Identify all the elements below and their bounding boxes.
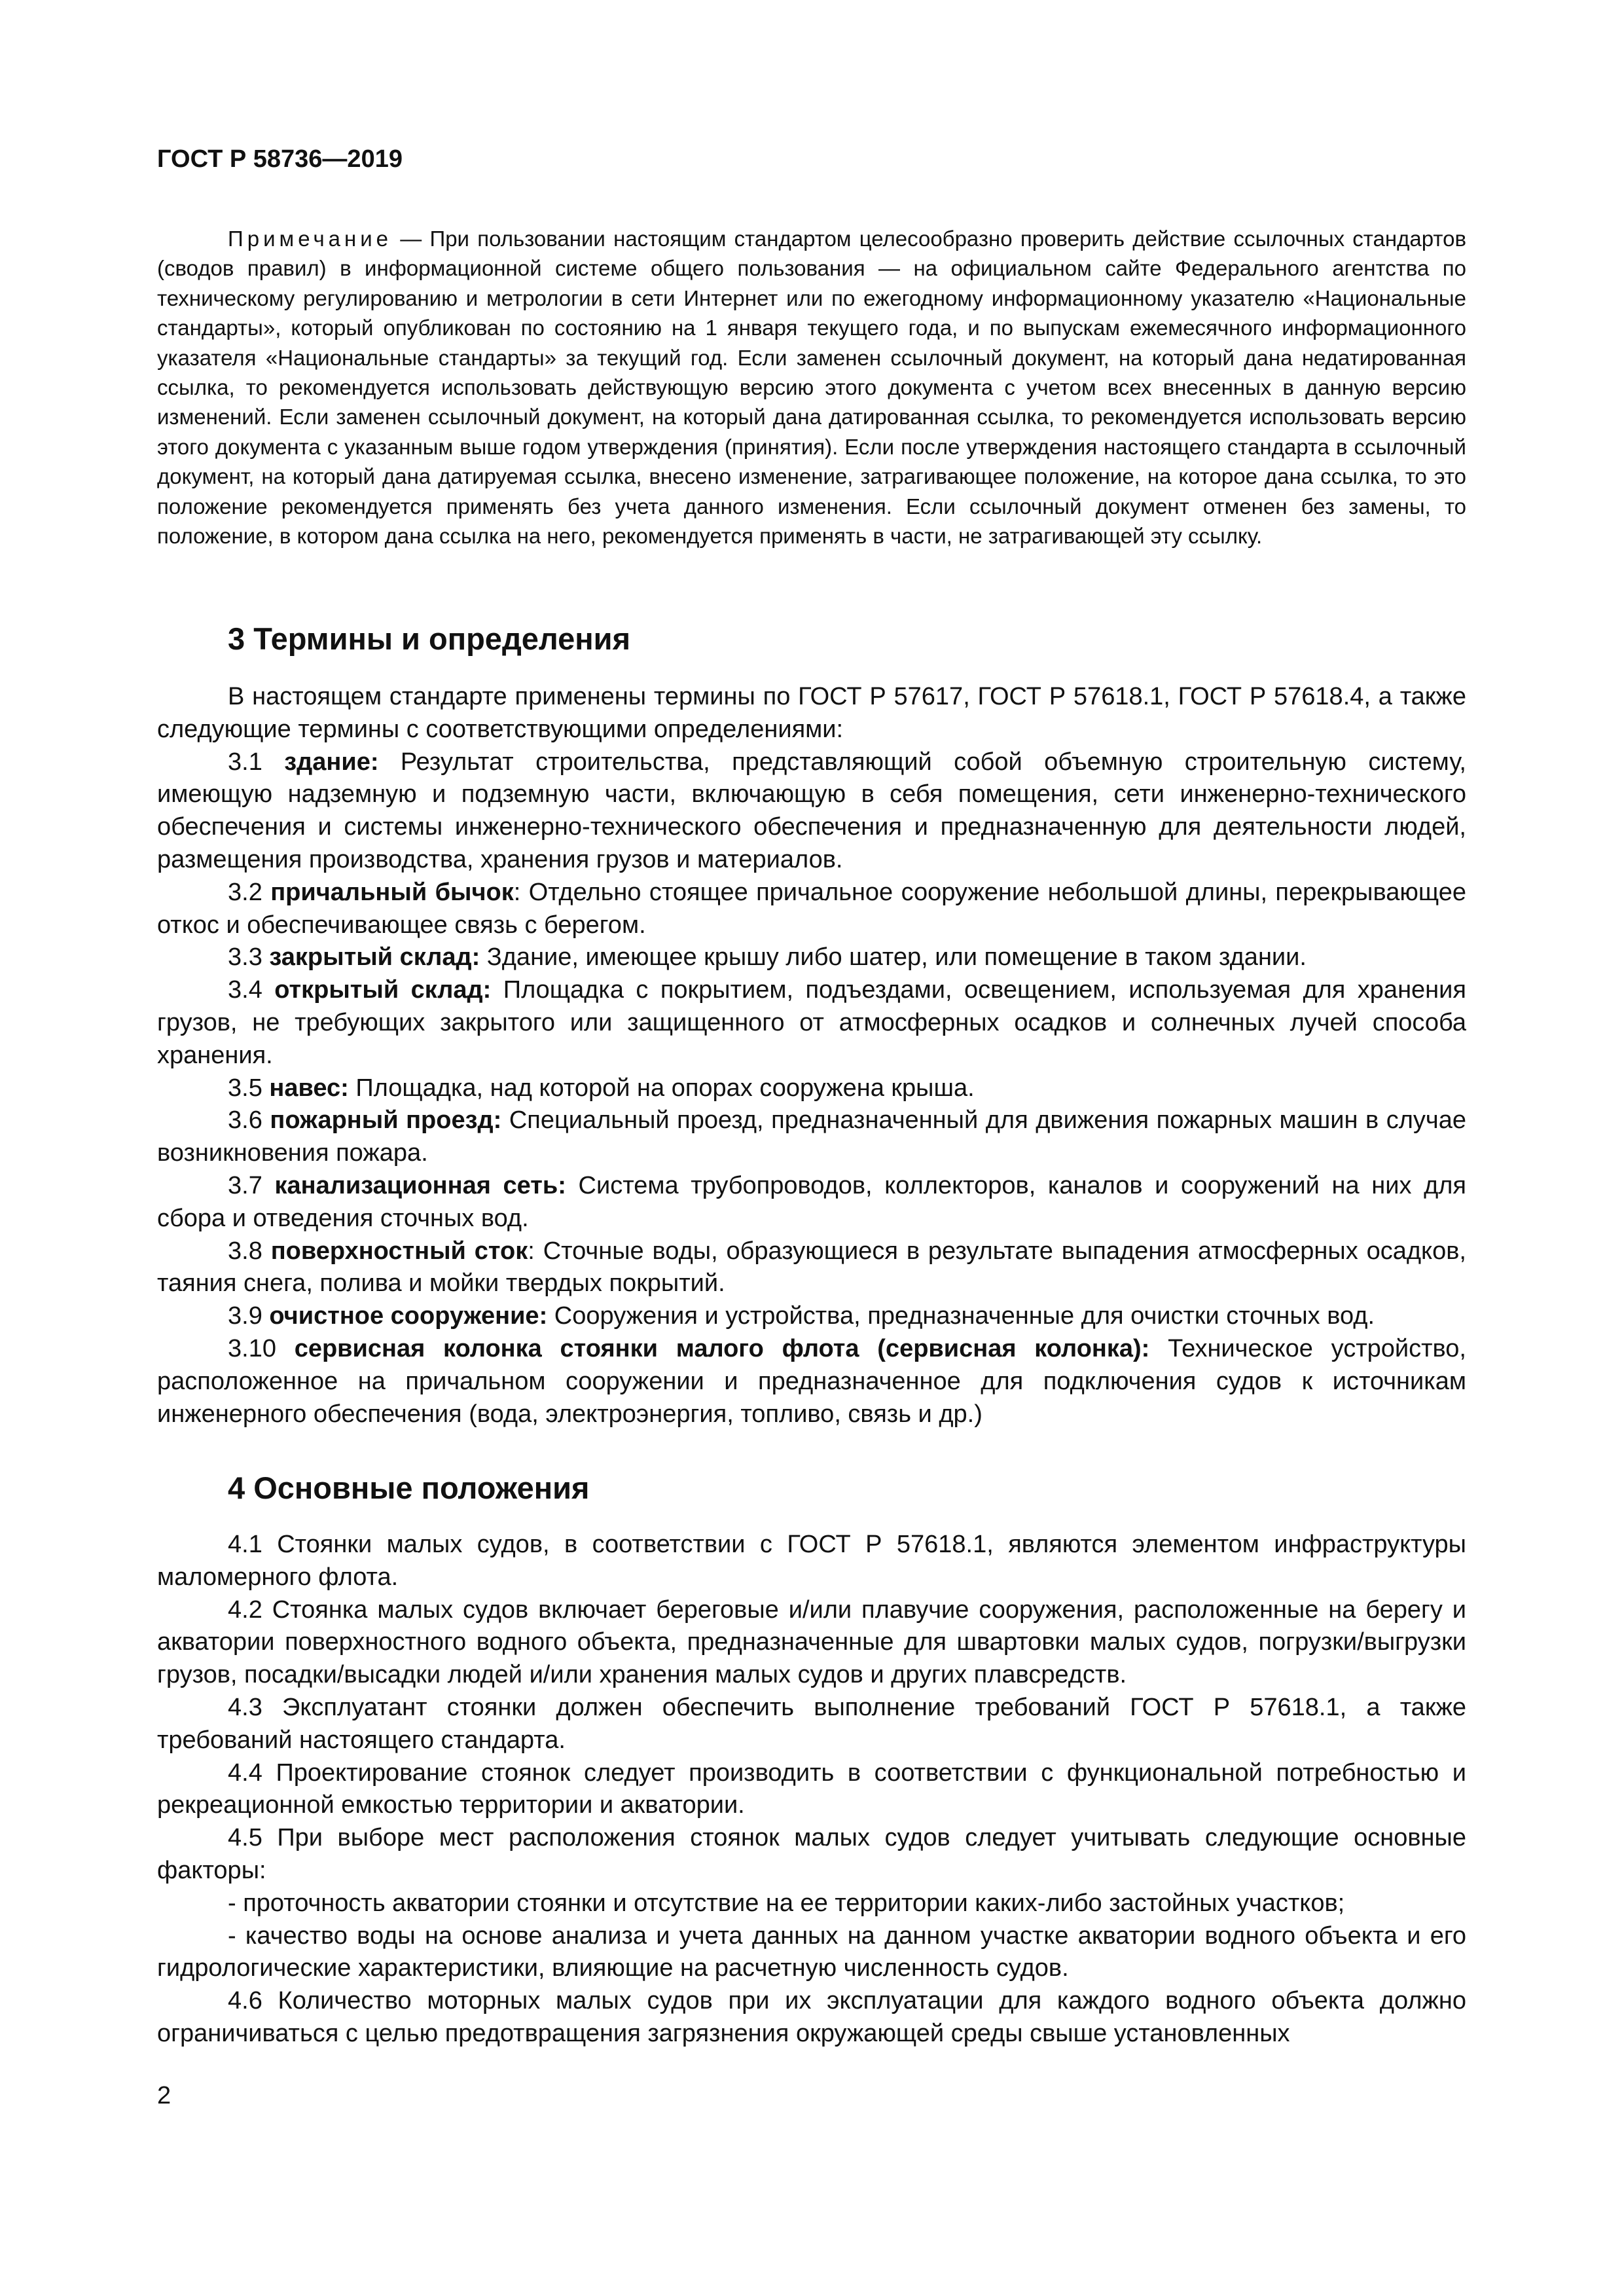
- term-3-10: 3.10 сервисная колонка стоянки малого флота (сервисная колонка): Техническое устройство, расположенное на причальном сооружении и предназначенное для подключения судов к источникам инженерного обеспечения (вода, электроэнергия, топливо, связь и др.): [157, 1334, 1466, 1428]
- clause-4-3: 4.3 Эксплуатант стоянки должен обеспечить выполнение требований ГОСТ Р 57618.1, а также требований настоящего стандарта.: [157, 1693, 1466, 1754]
- term-3-9: 3.9 очистное сооружение: Сооружения и устройства, предназначенные для очистки сточных вод.: [228, 1302, 1375, 1330]
- document-page: [157, 0, 1466, 2296]
- document-id: ГОСТ Р 58736—2019: [157, 145, 403, 173]
- page-number: 2: [157, 2082, 171, 2109]
- clause-4-5-item-1: - проточность акватории стоянки и отсутствие на ее территории каких-либо застойных участков;: [228, 1889, 1345, 1917]
- term-3-1: 3.1 здание: Результат строительства, представляющий собой объемную строительную систему, имеющую надземную и подземную части, включающую в себя помещения, сети инженерно-технического обеспечения и системы инженерно-технического обеспечения и предназначенную для деятельности людей, размещения производства, хранения грузов и материалов.: [157, 748, 1466, 873]
- note-text: — При пользовании настоящим стандартом целесообразно проверить действие ссылочных стандартов (сводов правил) в информационной системе общего пользования — на официальном сайте Федерального агентства по техническому регулированию и метрологии в сети Интернет или по ежегодному информационному указателю «Национальные стандарты», который опубликован по состоянию на 1 января текущего года, и по выпускам ежемесячного информационного указателя «Национальные стандарты» за текущий год. Если заменен ссылочный документ, на который дана недатированная ссылка, то рекомендуется использовать действующую версию этого документа с учетом всех внесенных в данную версию изменений. Если заменен ссылочный документ, на который дана датированная ссылка, то рекомендуется использовать версию этого документа с указанным выше годом утверждения (принятия). Если после утверждения настоящего стандарта в ссылочный документ, на который дана датируемая ссылка, внесено изменение, затрагивающее положение, на которое дана ссылка, то это положение рекомендуется применять без учета данного изменения. Если ссылочный документ отменен без замены, то положение, в котором дана ссылка на него, рекомендуется применять в части, не затрагивающей эту ссылку.: [157, 227, 1466, 549]
- term-3-4: 3.4 открытый склад: Площадка с покрытием, подъездами, освещением, используемая для хранения грузов, не требующих закрытого или защищенного от атмосферных осадков и солнечных лучей способа хранения.: [157, 976, 1466, 1069]
- term-3-3: 3.3 закрытый склад: Здание, имеющее крышу либо шатер, или помещение в таком здании.: [228, 943, 1307, 972]
- term-3-6: 3.6 пожарный проезд: Специальный проезд, предназначенный для движения пожарных машин в случае возникновения пожара.: [157, 1106, 1466, 1167]
- term-3-2: 3.2 причальный бычок: Отдельно стоящее причальное сооружение небольшой длины, перекрывающее откос и обеспечивающее связь с берегом.: [157, 878, 1466, 939]
- section-3-heading: 3 Термины и определения: [228, 621, 630, 656]
- clause-4-5: 4.5 При выборе мест расположения стоянок малых судов следует учитывать следующие основные факторы:: [157, 1824, 1466, 1884]
- section-4-body: [157, 1529, 1466, 2050]
- clause-4-6: 4.6 Количество моторных малых судов при их эксплуатации для каждого водного объекта должно ограничиваться с целью предотвращения загрязнения окружающей среды свыше установленных: [157, 1987, 1466, 2047]
- reference-note: [157, 224, 1466, 551]
- clause-4-5-item-2: - качество воды на основе анализа и учета данных на данном участке акватории водного объекта и его гидрологические характеристики, влияющие на расчетную численность судов.: [157, 1922, 1466, 1982]
- clause-4-1: 4.1 Стоянки малых судов, в соответствии с ГОСТ Р 57618.1, являются элементом инфраструктуры маломерного флота.: [157, 1531, 1466, 1591]
- clause-4-2: 4.2 Стоянка малых судов включает береговые и/или плавучие сооружения, расположенные на берегу и акватории поверхностного водного объекта, предназначенные для швартовки малых судов, погрузки/выгрузки грузов, посадки/высадки людей и/или хранения малых судов и других плавсредств.: [157, 1595, 1466, 1689]
- term-3-5: 3.5 навес: Площадка, над которой на опорах сооружена крыша.: [228, 1074, 975, 1102]
- clause-4-4: 4.4 Проектирование стоянок следует производить в соответствии с функциональной потребностью и рекреационной емкостью территории и акватории.: [157, 1758, 1466, 1819]
- section-3-body: [157, 681, 1466, 1430]
- section-3-intro: В настоящем стандарте применены термины по ГОСТ Р 57617, ГОСТ Р 57618.1, ГОСТ Р 57618.4, а также следующие термины с соответствующими определениями:: [157, 683, 1466, 743]
- term-3-7: 3.7 канализационная сеть: Система трубопроводов, коллекторов, каналов и сооружений на них для сбора и отведения сточных вод.: [157, 1171, 1466, 1232]
- term-3-8: 3.8 поверхностный сток: Сточные воды, образующиеся в результате выпадения атмосферных осадков, таяния снега, полива и мойки твердых покрытий.: [157, 1237, 1466, 1298]
- note-label: Примечание: [228, 227, 393, 251]
- section-4-heading: 4 Основные положения: [228, 1470, 590, 1505]
